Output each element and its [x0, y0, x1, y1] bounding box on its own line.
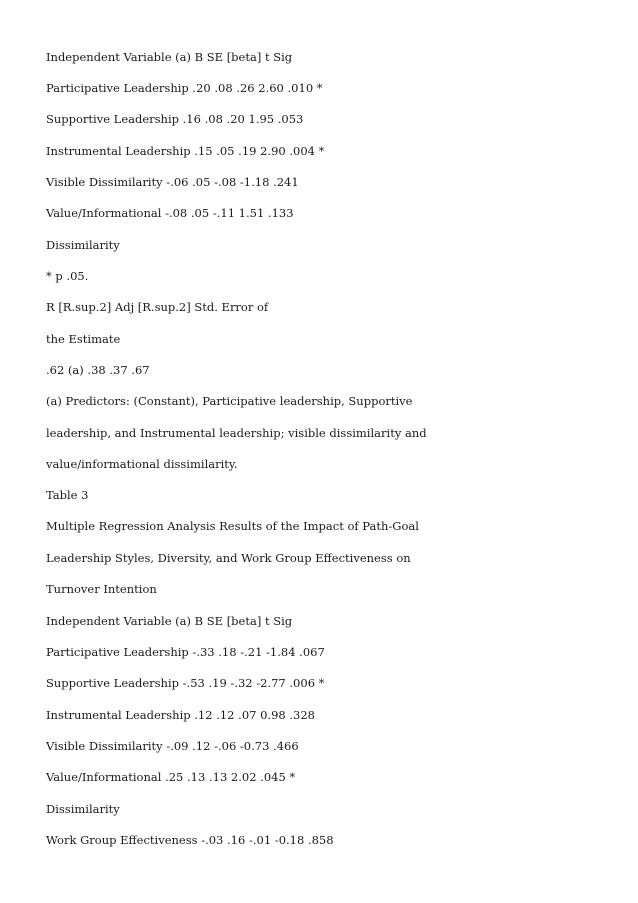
table-label: Table 3: [46, 488, 89, 502]
table-row: Value/Informational .25 .13 .13 2.02 .045 *: [46, 770, 296, 784]
table-row: Work Group Effectiveness -.03 .16 -.01 -0.18 .858: [46, 833, 334, 847]
table-header-row: Independent Variable (a) B SE [beta] t Sig: [46, 50, 293, 64]
table-caption: Turnover Intention: [46, 582, 157, 596]
model-summary-header: the Estimate: [46, 332, 121, 346]
predictors-note: (a) Predictors: (Constant), Participative leadership, Supportive: [46, 394, 413, 408]
table-row: Instrumental Leadership .15 .05 .19 2.90 .004 *: [46, 144, 325, 158]
table-row-continuation: Dissimilarity: [46, 802, 120, 816]
table-row: Participative Leadership -.33 .18 -.21 -1.84 .067: [46, 645, 325, 659]
table-row: Supportive Leadership -.53 .19 -.32 -2.77 .006 *: [46, 676, 325, 690]
table-row: Instrumental Leadership .12 .12 .07 0.98 .328: [46, 708, 315, 722]
table-row: Participative Leadership .20 .08 .26 2.60 .010 *: [46, 81, 323, 95]
model-summary-values: .62 (a) .38 .37 .67: [46, 363, 150, 377]
table-footnote: * p .05.: [46, 269, 89, 283]
table-header-row: Independent Variable (a) B SE [beta] t Sig: [46, 614, 293, 628]
table-row: Supportive Leadership .16 .08 .20 1.95 .053: [46, 112, 304, 126]
model-summary-header: R [R.sup.2] Adj [R.sup.2] Std. Error of: [46, 300, 269, 314]
table-caption: Leadership Styles, Diversity, and Work Group Effectiveness on: [46, 551, 411, 565]
table-row: Visible Dissimilarity -.06 .05 -.08 -1.18 .241: [46, 175, 299, 189]
table-row: Visible Dissimilarity -.09 .12 -.06 -0.73 .466: [46, 739, 299, 753]
table-caption: Multiple Regression Analysis Results of the Impact of Path-Goal: [46, 519, 419, 533]
table-row: Value/Informational -.08 .05 -.11 1.51 .133: [46, 206, 294, 220]
table-row-continuation: Dissimilarity: [46, 238, 120, 252]
predictors-note: leadership, and Instrumental leadership; visible dissimilarity and: [46, 426, 427, 440]
predictors-note: value/informational dissimilarity.: [46, 457, 238, 471]
